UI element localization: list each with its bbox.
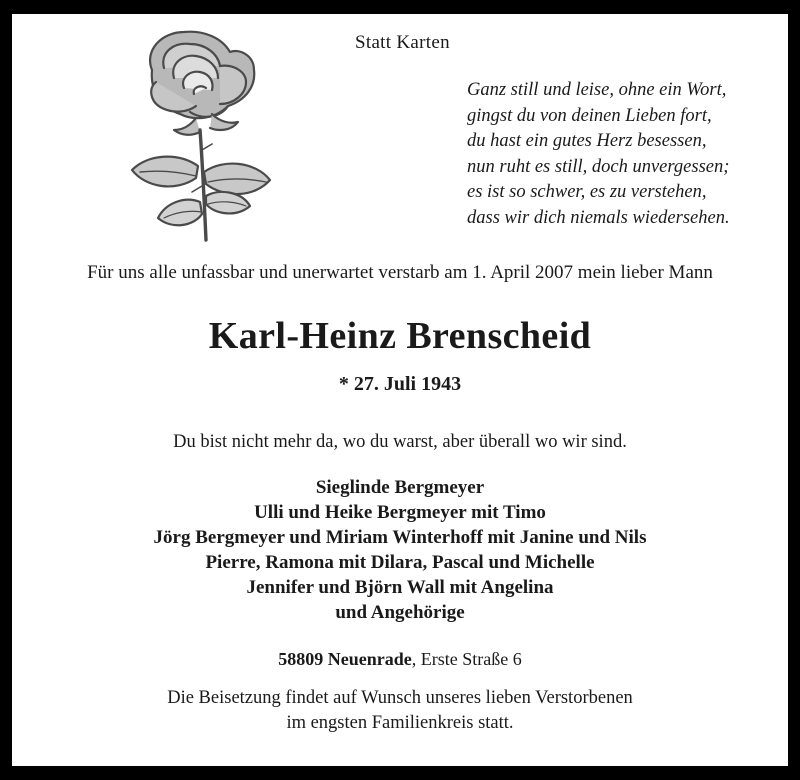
family-list — [12, 475, 788, 625]
verse-line: es ist so schwer, es zu verstehen, — [467, 182, 707, 202]
verse-block — [467, 78, 730, 231]
verse-line: du hast ein gutes Herz besessen, — [467, 131, 707, 151]
family-line: Jörg Bergmeyer und Miriam Winterhoff mit Janine und Nils — [153, 527, 647, 548]
address-line — [12, 649, 788, 670]
verse-line: nun ruht es still, doch unvergessen; — [467, 156, 730, 177]
closing-line: Die Beisetzung findet auf Wunsch unseres lieben Verstorbenen — [167, 688, 633, 708]
address-city: 58809 Neuenrade — [278, 649, 412, 669]
deceased-name: Karl-Heinz Brenscheid — [208, 315, 592, 357]
obituary-header — [12, 14, 788, 256]
lead-text: Für uns alle unfassbar und unerwartet verstarb am 1. April 2007 mein lieber Mann — [87, 262, 713, 283]
memorial-quote: Du bist nicht mehr da, wo du warst, aber überall wo wir sind. — [173, 432, 627, 452]
address-street: , Erste Straße 6 — [411, 649, 522, 669]
verse-line: dass wir dich niemals wiedersehen. — [467, 207, 730, 228]
family-line: und Angehörige — [335, 602, 465, 623]
family-line: Sieglinde Bergmeyer — [315, 477, 485, 498]
closing-line: im engsten Familienkreis statt. — [286, 713, 514, 733]
family-line: Ulli und Heike Bergmeyer mit Timo — [254, 502, 546, 523]
birth-date: * 27. Juli 1943 — [338, 373, 462, 395]
closing-text — [12, 686, 788, 736]
family-line: Jennifer und Björn Wall mit Angelina — [246, 577, 554, 598]
family-line: Pierre, Ramona mit Dilara, Pascal und Michelle — [205, 552, 595, 573]
verse-line: Ganz still und leise, ohne ein Wort, — [467, 80, 727, 100]
obituary-inner — [12, 14, 788, 766]
verse-line: gingst du von deinen Lieben fort, — [467, 105, 712, 126]
statt-karten-label: Statt Karten — [355, 32, 450, 53]
rose-illustration-icon — [100, 26, 300, 252]
